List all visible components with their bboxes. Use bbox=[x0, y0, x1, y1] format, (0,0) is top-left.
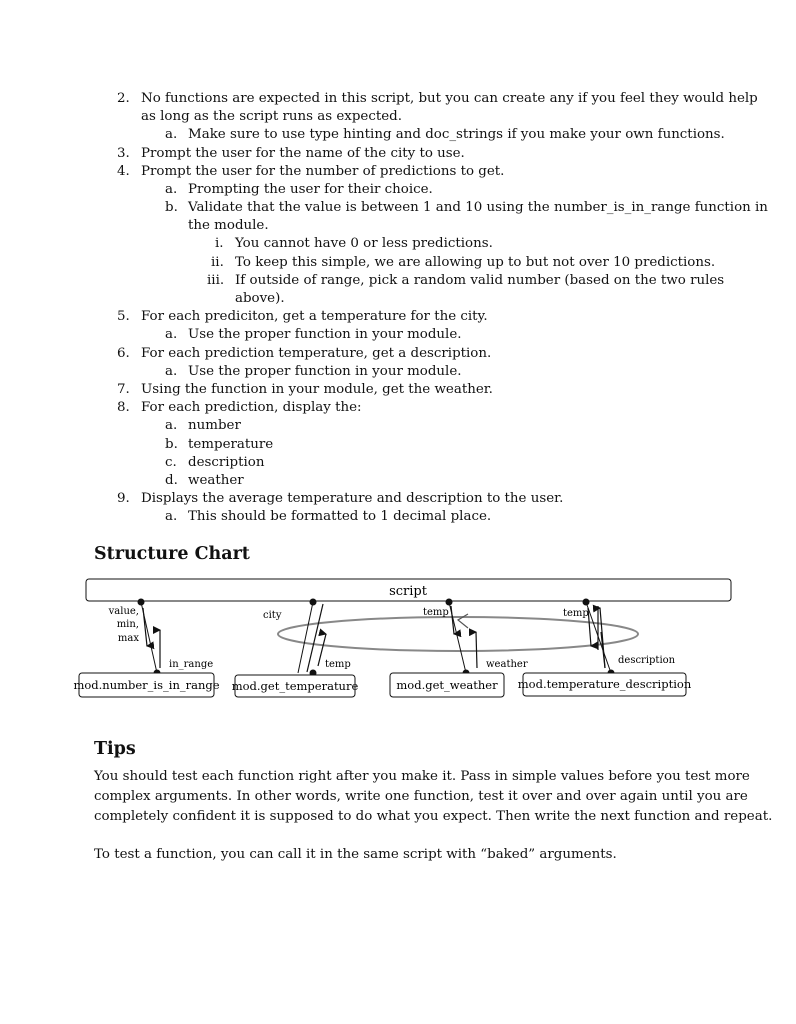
list-marker: 3. bbox=[117, 146, 130, 161]
list-marker: i. bbox=[215, 236, 224, 251]
list-marker: c. bbox=[165, 455, 177, 470]
label-in-range: in_range bbox=[169, 659, 214, 670]
list-text: For each prediciton, get a temperature for the city. bbox=[141, 309, 488, 324]
tips-line: You should test each function right after you make it. Pass in simple values before you test more bbox=[94, 769, 750, 784]
description-arrow-head bbox=[600, 608, 605, 668]
label-temp-description: temp bbox=[563, 608, 589, 619]
list-marker: 9. bbox=[117, 491, 130, 506]
list-text: the module. bbox=[188, 218, 269, 233]
list-text: Make sure to use type hinting and doc_strings if you make your own functions. bbox=[188, 127, 725, 142]
list-text: temperature bbox=[188, 437, 274, 452]
list-marker: 7. bbox=[117, 382, 130, 397]
list-marker: 6. bbox=[117, 346, 130, 361]
list-text: as long as the script runs as expected. bbox=[141, 109, 402, 124]
module-label: mod.get_temperature bbox=[231, 679, 359, 693]
list-text: Prompt the user for the name of the city to use. bbox=[141, 146, 465, 161]
list-text: If outside of range, pick a random valid number (based on the two rules bbox=[235, 273, 725, 288]
list-text: Prompt the user for the number of predictions to get. bbox=[141, 164, 505, 179]
label-city: city bbox=[263, 610, 282, 621]
list-text: Use the proper function in your module. bbox=[188, 364, 462, 379]
list-marker: a. bbox=[165, 364, 178, 379]
tips-heading: Tips bbox=[94, 739, 136, 759]
list-text: Using the function in your module, get the weather. bbox=[141, 382, 493, 397]
list-text: No functions are expected in this script, but you can create any if you feel they would help bbox=[141, 91, 758, 106]
label-min: min, bbox=[116, 619, 139, 630]
list-text: This should be formatted to 1 decimal place. bbox=[188, 509, 492, 524]
tips-line: completely confident it is supposed to do what you expect. Then write the next function and repeat. bbox=[94, 809, 773, 824]
list-marker: 5. bbox=[117, 309, 130, 324]
tips-final: To test a function, you can call it in the same script with “baked” arguments. bbox=[94, 847, 617, 862]
list-marker: a. bbox=[165, 509, 178, 524]
script-box-label: script bbox=[389, 584, 427, 599]
list-text: Displays the average temperature and description to the user. bbox=[141, 491, 564, 506]
list-text: For each prediction, display the: bbox=[141, 400, 362, 415]
list-text: For each prediction temperature, get a description. bbox=[141, 346, 492, 361]
list-text: You cannot have 0 or less predictions. bbox=[235, 236, 493, 251]
module-label: mod.number_is_in_range bbox=[73, 678, 220, 692]
list-marker: a. bbox=[165, 127, 178, 142]
list-marker: a. bbox=[165, 327, 178, 342]
module-label: mod.temperature_description bbox=[517, 677, 692, 691]
list-text: weather bbox=[188, 473, 244, 488]
list-text: To keep this simple, we are allowing up to but not over 10 predictions. bbox=[235, 255, 716, 270]
list-text: number bbox=[188, 418, 241, 433]
list-text: above). bbox=[235, 291, 285, 306]
list-marker: ii. bbox=[211, 255, 224, 270]
loop-ellipse bbox=[278, 617, 638, 651]
list-text: Validate that the value is between 1 and 10 using the number_is_in_range function in bbox=[188, 200, 768, 215]
connector-line bbox=[298, 602, 313, 673]
label-temp-get-temperature: temp bbox=[325, 659, 351, 670]
module-label: mod.get_weather bbox=[396, 678, 498, 692]
weather-arrow bbox=[476, 632, 477, 668]
list-marker: 8. bbox=[117, 400, 130, 415]
list-marker: 4. bbox=[117, 164, 130, 179]
structure-chart-heading: Structure Chart bbox=[94, 544, 250, 564]
list-marker: a. bbox=[165, 182, 178, 197]
list-marker: d. bbox=[165, 473, 178, 488]
list-text: Prompting the user for their choice. bbox=[188, 182, 433, 197]
label-description: description bbox=[618, 655, 676, 666]
list-marker: a. bbox=[165, 418, 178, 433]
label-weather: weather bbox=[486, 659, 528, 670]
label-max: max bbox=[117, 633, 139, 644]
structure-chart-diagram bbox=[0, 570, 796, 710]
list-marker: b. bbox=[165, 200, 178, 215]
label-temp-weather: temp bbox=[423, 607, 449, 618]
list-marker: iii. bbox=[207, 273, 225, 288]
list-marker: b. bbox=[165, 437, 178, 452]
list-text: description bbox=[188, 455, 265, 470]
list-marker: 2. bbox=[117, 91, 130, 106]
tips-line: complex arguments. In other words, write one function, test it over and over again until you are bbox=[94, 789, 748, 804]
list-text: Use the proper function in your module. bbox=[188, 327, 462, 342]
city-arrow bbox=[307, 604, 323, 672]
label-value: value, bbox=[108, 606, 139, 617]
